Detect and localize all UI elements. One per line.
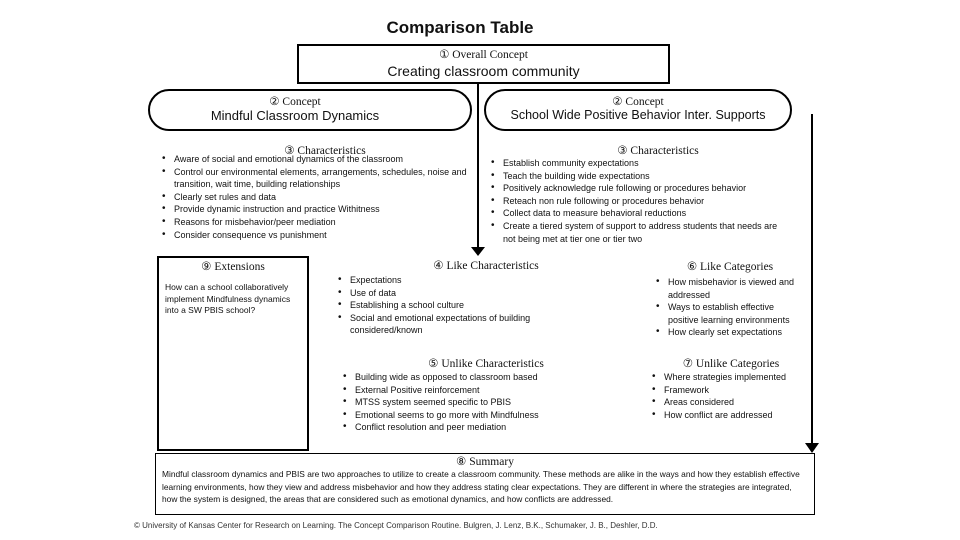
circled-number-icon: ③ bbox=[284, 145, 295, 157]
list-item: • Teach the building wide expectations bbox=[503, 170, 788, 183]
page-title: Comparison Table bbox=[386, 18, 534, 37]
like-categories-label: Like Categories bbox=[700, 261, 774, 273]
overall-concept-value: Creating classroom community bbox=[387, 63, 580, 79]
circled-number-icon: ① bbox=[439, 49, 450, 61]
right-arrow-head bbox=[805, 443, 819, 453]
extensions-label: Extensions bbox=[214, 261, 265, 273]
circled-number-icon: ⑨ bbox=[201, 261, 212, 273]
circled-number-icon: ② bbox=[269, 96, 280, 108]
list-item: • Social and emotional expectations of building considered/known bbox=[350, 312, 576, 337]
circled-number-icon: ③ bbox=[617, 145, 628, 157]
like-characteristics-header bbox=[336, 258, 576, 272]
overall-concept-header bbox=[299, 47, 668, 61]
concept-left-label: Concept bbox=[282, 96, 321, 108]
list-item: • Reasons for misbehavior/peer mediation bbox=[174, 216, 470, 229]
list-item: • Framework bbox=[664, 384, 796, 397]
like-characteristics-list bbox=[336, 274, 576, 337]
list-item: • Ways to establish effective positive learning environments bbox=[668, 301, 800, 326]
list-item: • Where strategies implemented bbox=[664, 371, 796, 384]
list-item: • Control our environmental elements, arrangements, schedules, noise and transition, wait time, building relationships bbox=[174, 166, 470, 191]
circled-number-icon: ⑦ bbox=[682, 358, 694, 370]
list-item: • Emotional seems to go more with Mindfulness bbox=[355, 409, 581, 422]
overall-concept-box bbox=[297, 44, 670, 84]
circled-number-icon: ⑧ bbox=[456, 456, 467, 468]
characteristics-right bbox=[488, 143, 788, 245]
circled-number-icon: ⑤ bbox=[428, 358, 439, 370]
list-item: • Conflict resolution and peer mediation bbox=[355, 421, 581, 434]
circled-number-icon: ② bbox=[612, 96, 623, 108]
list-item: • Building wide as opposed to classroom based bbox=[355, 371, 581, 384]
center-arrow-head bbox=[471, 247, 485, 256]
characteristics-left-list bbox=[160, 153, 470, 241]
unlike-categories-list bbox=[636, 371, 796, 421]
summary-box bbox=[155, 453, 815, 515]
concept-right-label: Concept bbox=[625, 96, 664, 108]
unlike-categories-label: Unlike Categories bbox=[695, 358, 780, 370]
concept-right-header bbox=[486, 94, 790, 108]
list-item: • Collect data to measure behavioral reductions bbox=[503, 207, 788, 220]
like-characteristics bbox=[336, 258, 576, 337]
characteristics-left bbox=[160, 143, 470, 241]
unlike-categories-header bbox=[636, 356, 796, 370]
list-item: • Areas considered bbox=[664, 396, 796, 409]
list-item: • External Positive reinforcement bbox=[355, 384, 581, 397]
overall-concept-label: Overall Concept bbox=[452, 49, 528, 61]
like-categories bbox=[640, 259, 800, 339]
concept-left-value: Mindful Classroom Dynamics bbox=[210, 108, 380, 123]
concept-left-header bbox=[150, 94, 470, 108]
unlike-characteristics-label: Unlike Characteristics bbox=[441, 358, 544, 370]
list-item: • How misbehavior is viewed and addressed bbox=[668, 276, 800, 301]
list-item: • Use of data bbox=[350, 287, 576, 300]
list-item: • Create a tiered system of support to address students that needs are not being met at tier one or tier two bbox=[503, 220, 788, 245]
characteristics-right-header bbox=[488, 143, 788, 157]
list-item: • Establishing a school culture bbox=[350, 299, 576, 312]
characteristics-right-list bbox=[488, 157, 788, 245]
concept-right-value: School Wide Positive Behavior Inter. Supports bbox=[510, 108, 766, 122]
list-item: • Establish community expectations bbox=[503, 157, 788, 170]
concept-left-box bbox=[148, 89, 472, 131]
list-item: • Reteach non rule following or procedures behavior bbox=[503, 195, 788, 208]
extensions-box bbox=[157, 256, 309, 451]
summary-label: Summary bbox=[469, 456, 514, 468]
list-item: • Clearly set rules and data bbox=[174, 191, 470, 204]
circled-number-icon: ④ bbox=[433, 260, 444, 272]
concept-right-box bbox=[484, 89, 792, 131]
list-item: • Consider consequence vs punishment bbox=[174, 229, 470, 242]
list-item: • How conflict are addressed bbox=[664, 409, 796, 422]
like-categories-list bbox=[640, 276, 800, 339]
list-item: • Provide dynamic instruction and practice Withitness bbox=[174, 203, 470, 216]
like-categories-header bbox=[640, 259, 800, 273]
list-item: • How clearly set expectations bbox=[668, 326, 800, 339]
list-item: • Positively acknowledge rule following or procedures behavior bbox=[503, 182, 788, 195]
summary-header bbox=[156, 454, 814, 468]
list-item: • Aware of social and emotional dynamics of the classroom bbox=[174, 153, 470, 166]
extensions-text: How can a school collaboratively implement Mindfulness dynamics into a SW PBIS school? bbox=[165, 282, 291, 315]
unlike-characteristics-list bbox=[341, 371, 581, 434]
unlike-characteristics-header bbox=[341, 356, 581, 370]
copyright-footer: © University of Kansas Center for Research on Learning. The Concept Comparison Routine. Bulgren, J. Lenz, B.K., Schumaker, J. B., Deshler, D.D. bbox=[134, 521, 658, 530]
unlike-characteristics bbox=[341, 356, 581, 434]
characteristics-right-label: Characteristics bbox=[630, 145, 699, 157]
characteristics-left-label: Characteristics bbox=[297, 145, 366, 157]
like-characteristics-label: Like Characteristics bbox=[446, 260, 539, 272]
unlike-categories bbox=[636, 356, 796, 421]
summary-text: Mindful classroom dynamics and PBIS are two approaches to utilize to create a classroom community. These methods are alike in the ways and how they establish effective learning environments, how they view and address misbehavior and how they address stating clear expectations. They are different in where the strategies are integrated, how the system is designed, the areas that are considered such as emotional dynamics, and how conflicts are addressed. bbox=[162, 469, 800, 504]
list-item: • Expectations bbox=[350, 274, 576, 287]
extensions-header bbox=[159, 259, 307, 273]
list-item: • MTSS system seemed specific to PBIS bbox=[355, 396, 581, 409]
circled-number-icon: ⑥ bbox=[686, 261, 698, 273]
